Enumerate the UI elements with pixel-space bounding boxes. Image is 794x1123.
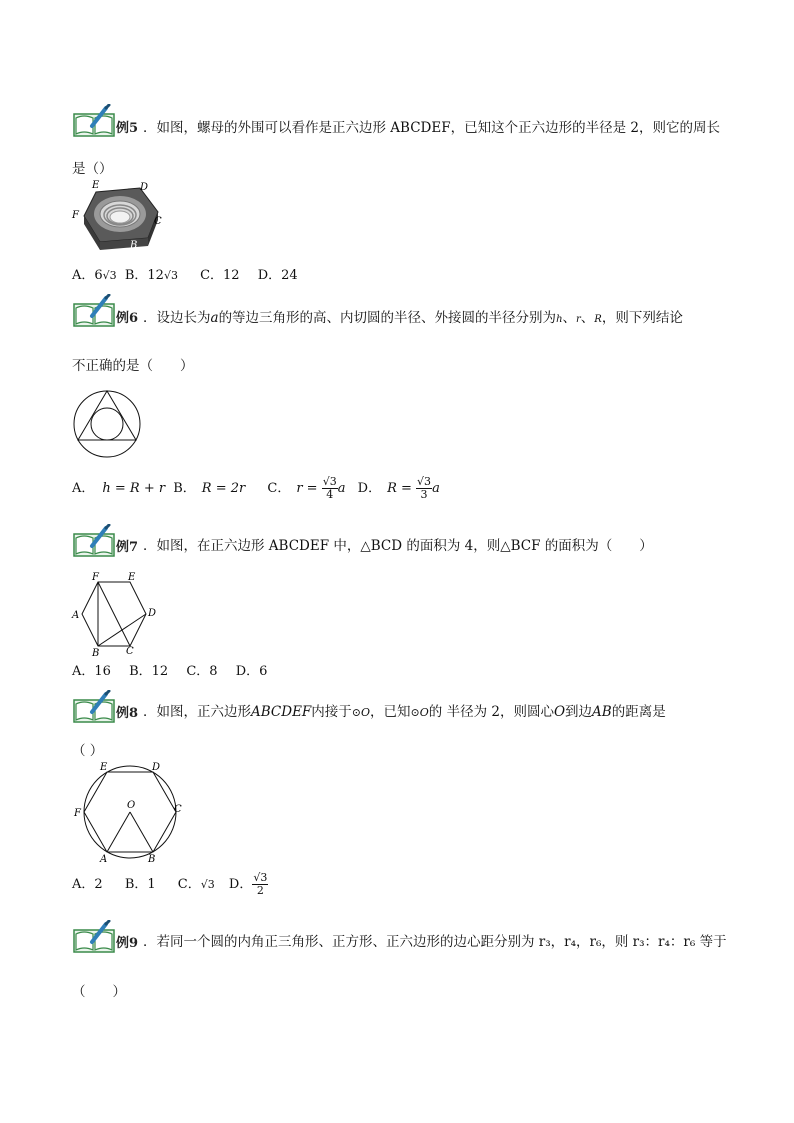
- inscribed-hexagon-figure: [70, 760, 190, 864]
- vertex-label: E: [92, 180, 100, 191]
- option-d[interactable]: [358, 476, 440, 501]
- denominator: 2: [256, 884, 264, 897]
- vertex-label: B: [130, 240, 138, 251]
- hexagon-diagonals-figure: [70, 570, 160, 656]
- vertex-label: B: [92, 648, 100, 656]
- expr: R = 2r: [201, 481, 246, 496]
- vertex-label: F: [92, 572, 99, 583]
- question-text: [143, 309, 683, 329]
- vertex-label: F: [74, 808, 81, 819]
- fraction: [322, 476, 338, 501]
- vertex-label: D: [152, 762, 161, 773]
- option-a[interactable]: A．16: [72, 664, 111, 679]
- question-text: ．如图，螺母的外围可以看作是正六边形 ABCDEF，已知这个正六边形的半径是 2，则它的周长: [143, 120, 720, 136]
- question-number: 例7: [116, 540, 139, 555]
- answer-options: [72, 872, 268, 897]
- vertex-label: C: [126, 646, 134, 656]
- option-c[interactable]: C．12: [200, 268, 240, 283]
- vertex-label: D: [148, 608, 157, 619]
- question-number: 例8: [116, 706, 139, 721]
- question-badge-icon: [72, 920, 116, 954]
- label: C．: [267, 481, 291, 496]
- question-text: ．若同一个圆的内角正三角形、正方形、正六边形的边心距分别为 r₃，r₄，r₆，则 r₃：r₄：r₆ 等于: [143, 934, 727, 950]
- label: B．: [173, 481, 196, 496]
- var-h: h: [556, 314, 563, 325]
- question-number: 例5: [116, 121, 139, 136]
- option-b[interactable]: B．12: [129, 664, 169, 679]
- numerator: √3: [322, 475, 337, 488]
- numerator: √3: [417, 475, 432, 488]
- question-text: ．如图，在正六边形 ABCDEF 中，△BCD 的面积为 4，则△BCF 的面积为（ ）: [143, 538, 653, 554]
- sep: 、: [580, 310, 595, 326]
- var-R: R: [594, 314, 602, 325]
- center-label: O: [127, 800, 136, 811]
- option-a[interactable]: [72, 477, 165, 496]
- question-text-continued: 是（）: [72, 161, 113, 177]
- option-b[interactable]: B．1: [124, 877, 156, 892]
- answer-options: [72, 476, 440, 501]
- polygon-name: ABCDEF: [251, 704, 312, 720]
- label: D．: [228, 877, 253, 892]
- question-text-continued: （ ）: [72, 984, 126, 1000]
- question-number: 例6: [116, 311, 139, 326]
- question-badge-icon: [72, 104, 116, 138]
- sep: 、: [562, 310, 577, 326]
- fraction: [416, 476, 432, 501]
- option-b[interactable]: [173, 477, 245, 496]
- denominator: 4: [326, 488, 334, 501]
- text-seg: ，已知: [370, 704, 411, 720]
- question-badge-icon: [72, 524, 116, 558]
- text-seg: ．设边长为: [143, 310, 211, 326]
- vertex-label: A: [86, 238, 94, 249]
- question-badge-icon: [72, 690, 116, 724]
- question-badge-icon: [72, 294, 116, 328]
- option-b[interactable]: B．12: [124, 268, 164, 283]
- text-seg: 的 半径为 2，则圆心: [428, 704, 554, 720]
- vertex-label: C: [174, 804, 182, 815]
- question-text: [143, 703, 666, 722]
- expr: R =: [387, 481, 412, 496]
- text-seg: 的等边三角形的高、内切圆的半径、外接圆的半径分别为: [218, 310, 557, 326]
- label: D．: [357, 481, 382, 496]
- circle-symbol: ⊙O: [410, 706, 429, 719]
- text-seg: 内接于: [311, 704, 352, 720]
- option-a-radical: √3: [102, 269, 117, 282]
- option-a[interactable]: A．6: [72, 268, 103, 283]
- question-text-continued: 不正确的是（ ）: [72, 358, 194, 374]
- vertex-label: E: [100, 762, 108, 773]
- option-c[interactable]: C．8: [186, 664, 218, 679]
- expr: h = R + r: [102, 481, 166, 496]
- var-r: r: [576, 314, 581, 325]
- vertex-label: C: [154, 216, 162, 227]
- question-text-continued: （ ）: [72, 743, 104, 759]
- option-d[interactable]: D．24: [257, 268, 298, 283]
- option-d[interactable]: [229, 872, 268, 897]
- text-seg: 到边: [565, 704, 593, 720]
- option-c[interactable]: [267, 476, 345, 501]
- vertex-label: A: [100, 854, 108, 864]
- label: A．: [72, 481, 95, 496]
- radical: √3: [200, 878, 215, 891]
- vertex-label: A: [72, 610, 80, 621]
- var: a: [337, 481, 346, 496]
- option-d[interactable]: D．6: [235, 664, 268, 679]
- center-name: O: [553, 704, 566, 720]
- answer-options: [72, 660, 267, 679]
- vertex-label: D: [140, 182, 149, 193]
- option-a[interactable]: A．2: [72, 877, 103, 892]
- question-number: 例9: [116, 936, 139, 951]
- var: a: [432, 481, 440, 496]
- numerator: √3: [253, 871, 268, 884]
- fraction: [252, 872, 268, 897]
- circle-triangle-figure: [72, 388, 142, 458]
- hex-nut-figure: [70, 176, 170, 256]
- denominator: 3: [420, 488, 428, 501]
- expr: r =: [296, 481, 318, 496]
- label: C．: [177, 877, 201, 892]
- text-seg: 的距离是: [611, 704, 666, 720]
- text-seg: ，则下列结论: [601, 310, 683, 326]
- var-a: a: [210, 310, 219, 326]
- answer-options: [72, 264, 298, 283]
- vertex-label: E: [128, 572, 136, 583]
- circle-symbol: ⊙O: [351, 706, 371, 719]
- option-b-radical: √3: [163, 269, 178, 282]
- text-seg: ．如图，正六边形: [143, 704, 251, 720]
- vertex-label: B: [148, 854, 156, 864]
- edge-name: AB: [592, 704, 612, 720]
- vertex-label: F: [72, 210, 79, 221]
- option-c[interactable]: [178, 873, 215, 892]
